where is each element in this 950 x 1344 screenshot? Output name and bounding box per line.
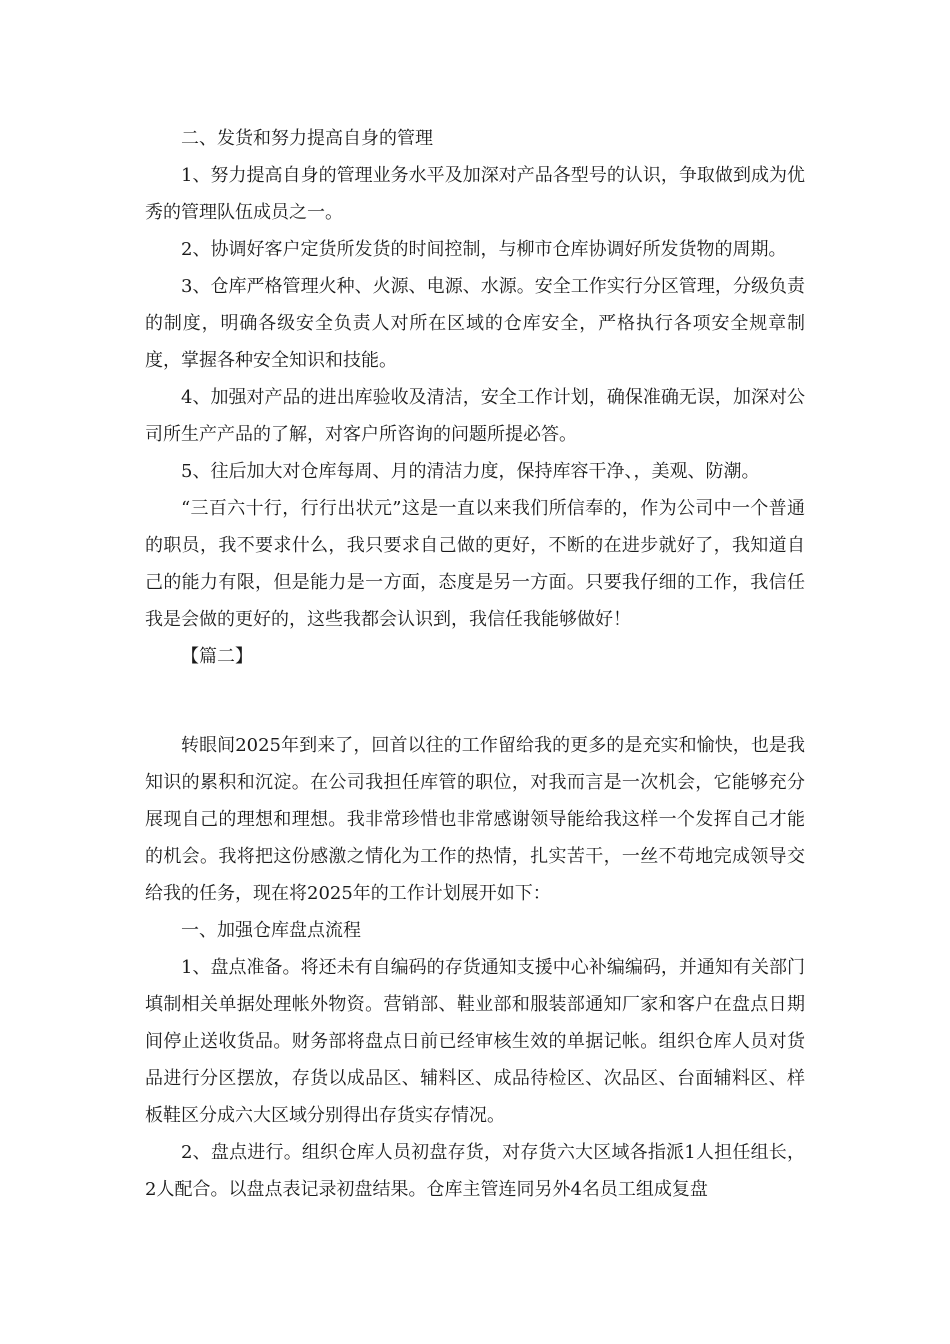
list-item: 2、协调好客户定货所发货的时间控制，与柳市仓库协调好所发货物的周期。 [181,239,787,260]
section-a [145,120,805,675]
section-b [145,727,805,1208]
section-heading: 二、发货和努力提高自身的管理 [181,128,433,149]
list-item: 5、往后加大对仓库每周、月的清洁力度，保持库容干净、，美观、防潮。 [181,461,760,482]
intro-paragraph: 转眼间2025年到来了，回首以往的工作留给我的更多的是充实和愉快，也是我知识的累积和沉淀。在公司我担任库管的职位，对我而言是一次机会，它能够充分展现自己的理想和理想。我非常珍惜也非常感谢领导能给我这样一个发挥自己才能的机会。我将把这份感激之情化为工作的热情，扎实苦干，一丝不苟地完成领导交给我的任务，现在将2025年的工作计划展开如下： [145,735,805,904]
list-item: 4、加强对产品的进出库验收及清洁，安全工作计划，确保准确无误，加深对公司所生产产品的了解，对客户所咨询的问题所提必答。 [145,387,805,445]
closing-paragraph: “三百六十行，行行出状元”这是一直以来我们所信奉的，作为公司中一个普通的职员，我不要求什么，我只要求自己做的更好，不断的在进步就好了，我知道自己的能力有限，但是能力是一方面，态度是另一方面。只要我仔细的工作，我信任我是会做的更好的，这些我都会认识到，我信任我能够做好！ [145,498,805,630]
list-item: 3、仓库严格管理火种、火源、电源、水源。安全工作实行分区管理，分级负责的制度，明确各级安全负责人对所在区域的仓库安全，严格执行各项安全规章制度，掌握各种安全知识和技能。 [145,276,805,371]
list-item: 1、努力提高自身的管理业务水平及加深对产品各型号的认识，争取做到成为优秀的管理队伍成员之一。 [145,165,805,223]
list-item: 2、盘点进行。组织仓库人员初盘存货，对存货六大区域各指派1人担任组长，2人配合。以盘点表记录初盘结果。仓库主管连同另外4名员工组成复盘 [145,1142,805,1200]
part-label: 【篇二】 [181,646,253,667]
section-heading: 一、加强仓库盘点流程 [181,920,361,941]
list-item: 1、盘点准备。将还未有自编码的存货通知支援中心补编编码，并通知有关部门填制相关单据处理帐外物资。营销部、鞋业部和服装部通知厂家和客户在盘点日期间停止送收货品。财务部将盘点日前已经审核生效的单据记帐。组织仓库人员对货品进行分区摆放，存货以成品区、辅料区、成品待检区、次品区、台面辅料区、样板鞋区分成六大区域分别得出存货实存情况。 [145,957,805,1126]
